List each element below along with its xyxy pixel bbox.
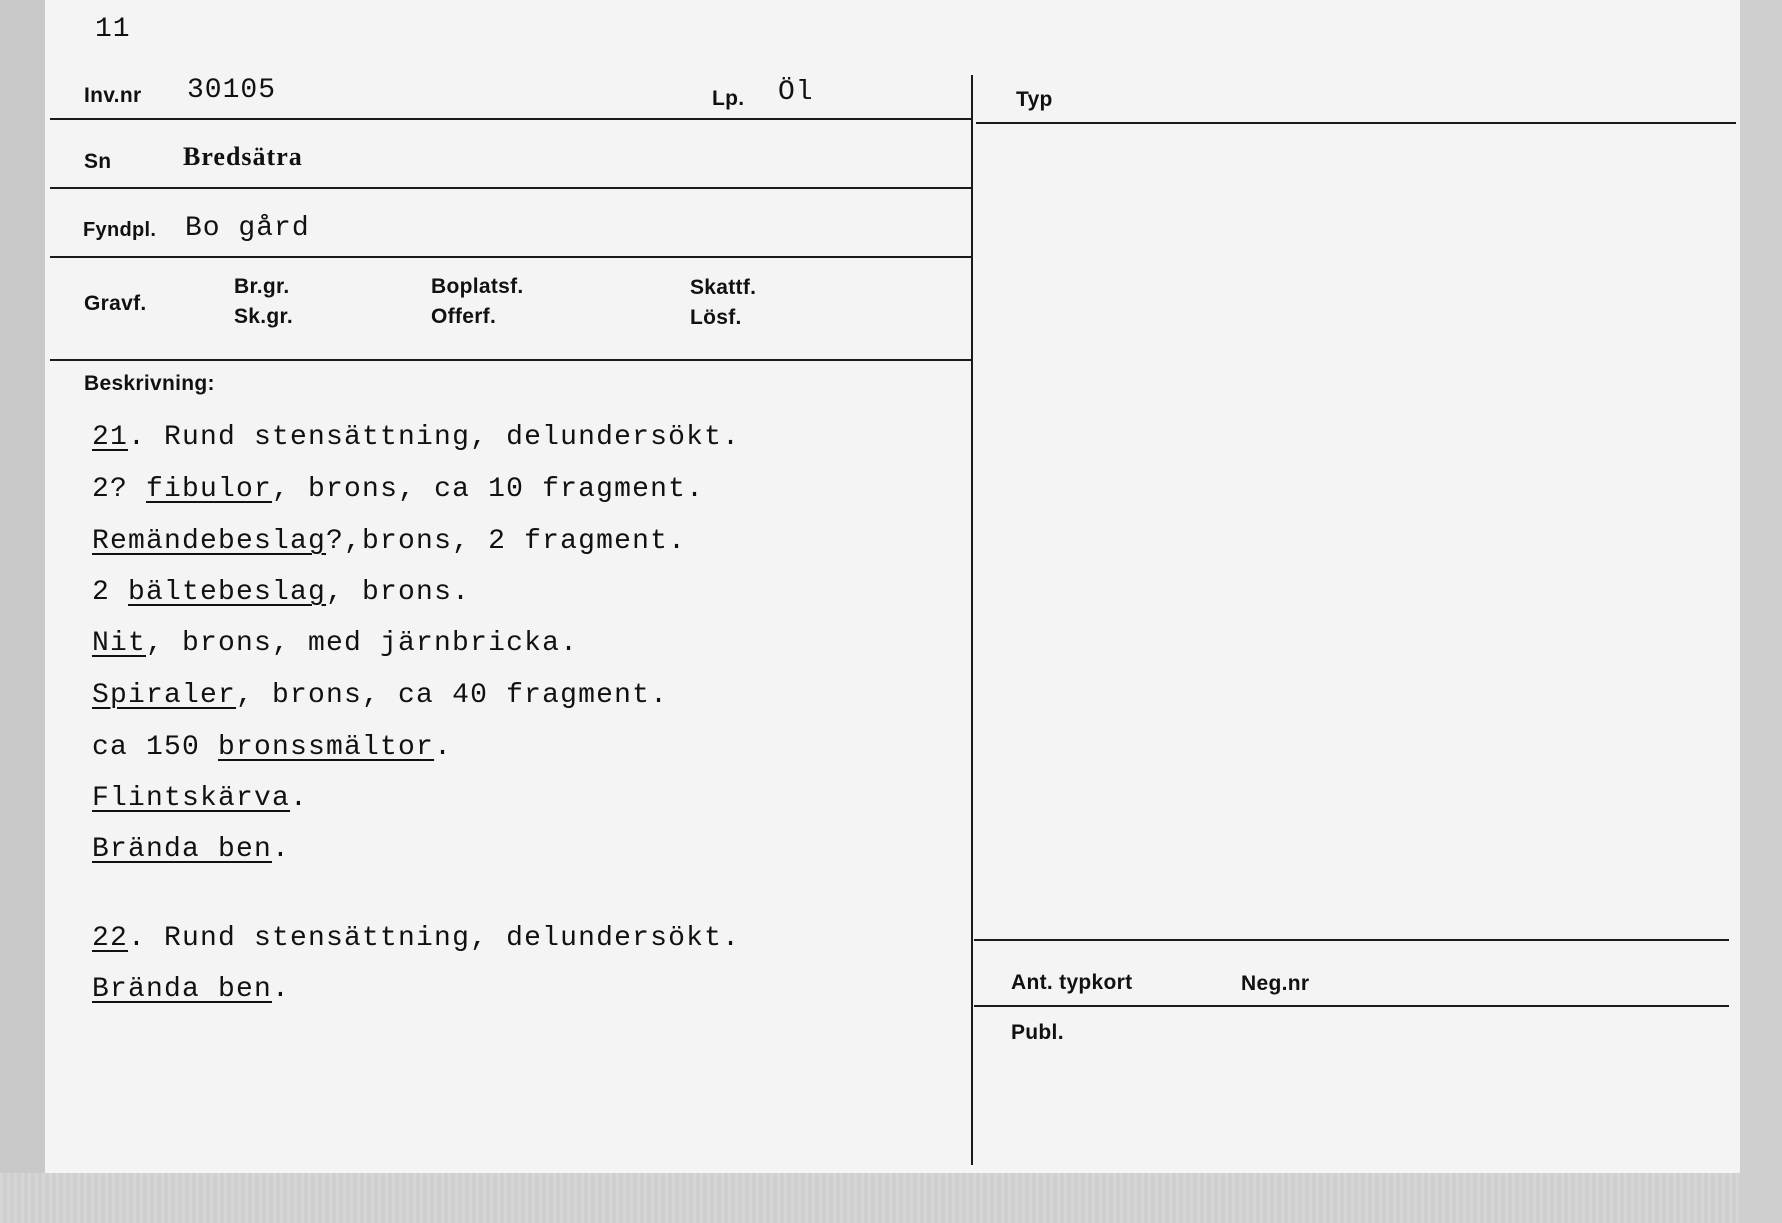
- description-line: 2? fibulor, brons, ca 10 fragment.: [92, 474, 705, 505]
- description-line: Flintskärva.: [92, 783, 309, 814]
- lp-label: Lp.: [712, 87, 745, 110]
- column-divider: [971, 75, 973, 1165]
- ant-typkort-label: Ant. typkort: [1011, 971, 1133, 994]
- divider: [974, 1005, 1729, 1007]
- gravf-label: Gravf.: [84, 292, 147, 315]
- inv-value: 30105: [187, 75, 277, 106]
- beskrivning-label: Beskrivning:: [84, 372, 215, 395]
- description-line: ca 150 bronssmältor.: [92, 732, 453, 763]
- divider: [50, 118, 973, 120]
- skattf-label: Skattf.: [690, 276, 757, 299]
- losf-label: Lösf.: [690, 306, 742, 329]
- boplatsf-label: Boplatsf.: [431, 275, 524, 298]
- divider: [50, 187, 973, 189]
- description-line: Brända ben.: [92, 834, 291, 865]
- description-line: Nit, brons, med järnbricka.: [92, 628, 579, 659]
- description-line: 21. Rund stensättning, delundersökt.: [92, 422, 741, 453]
- scan-edge: [1740, 0, 1782, 1223]
- inv-label: Inv.nr: [84, 84, 142, 107]
- card-number: 11: [95, 14, 131, 45]
- sn-label: Sn: [84, 150, 112, 173]
- sn-value: Bredsätra: [183, 142, 303, 171]
- description-line: Spiraler, brons, ca 40 fragment.: [92, 680, 669, 711]
- lp-value: Öl: [778, 77, 814, 108]
- catalog-card: [45, 0, 1740, 1173]
- divider: [50, 256, 973, 258]
- fyndpl-label: Fyndpl.: [83, 219, 157, 241]
- offerf-label: Offerf.: [431, 305, 497, 328]
- skgr-label: Sk.gr.: [234, 305, 293, 328]
- divider: [976, 122, 1736, 124]
- typ-label: Typ: [1016, 88, 1053, 111]
- fyndpl-value: Bo gård: [185, 213, 310, 244]
- description-line: 2 bältebeslag, brons.: [92, 577, 471, 608]
- description-line: Remändebeslag?,brons, 2 fragment.: [92, 526, 687, 557]
- scan-background: [0, 1173, 1782, 1223]
- brgr-label: Br.gr.: [234, 275, 290, 298]
- publ-label: Publ.: [1011, 1021, 1064, 1044]
- divider: [974, 939, 1729, 941]
- divider: [50, 359, 973, 361]
- description-line: Brända ben.: [92, 974, 291, 1005]
- description-line: 22. Rund stensättning, delundersökt.: [92, 923, 741, 954]
- negnr-label: Neg.nr: [1241, 972, 1310, 995]
